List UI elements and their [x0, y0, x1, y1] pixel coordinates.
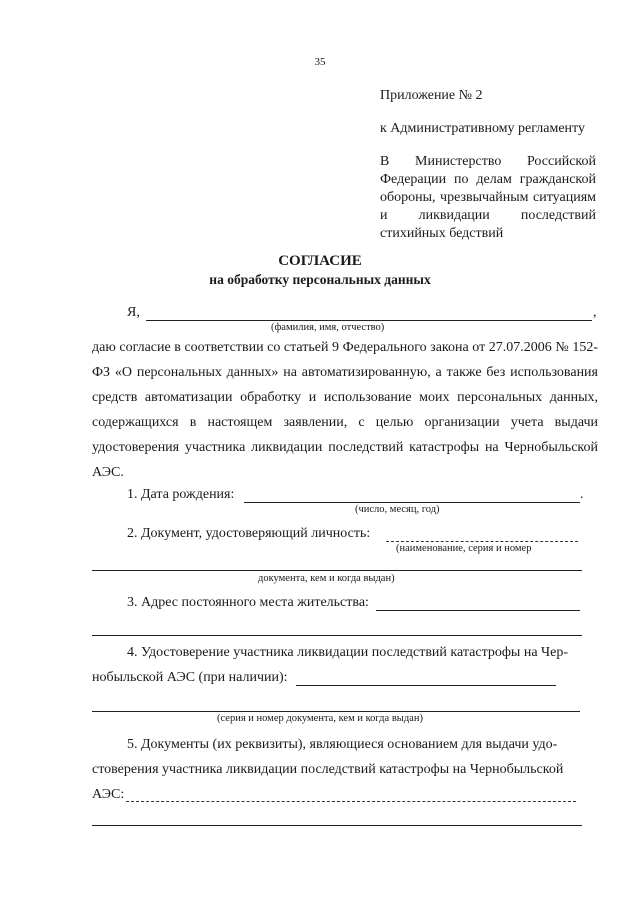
- applicant-name-field[interactable]: [146, 320, 592, 321]
- grounds-label-3: АЭС:: [92, 787, 125, 802]
- document-title: СОГЛАСИЕ: [278, 253, 362, 269]
- identity-doc-label: 2. Документ, удостоверяющий личность:: [127, 526, 371, 541]
- birth-date-field[interactable]: [244, 502, 580, 503]
- identity-doc-caption-1: (наименование, серия и номер: [396, 543, 532, 554]
- address-field[interactable]: [376, 610, 580, 611]
- grounds-field[interactable]: [126, 801, 576, 802]
- grounds-label-1: 5. Документы (их реквизиты), являющиеся основанием для выдачи удо-: [127, 737, 558, 752]
- certificate-field-2[interactable]: [92, 711, 580, 712]
- identity-doc-field[interactable]: [386, 541, 578, 542]
- page-number: 35: [314, 56, 326, 68]
- document-subtitle: на обработку персональных данных: [209, 272, 431, 287]
- applicant-suffix: ,: [593, 305, 597, 320]
- birth-date-suffix: .: [580, 487, 584, 502]
- certificate-label-1: 4. Удостоверение участника ликвидации последствий катастрофы на Чер-: [127, 645, 569, 660]
- identity-doc-caption-2: документа, кем и когда выдан): [258, 573, 395, 584]
- certificate-label-2: нобыльской АЭС (при наличии):: [92, 670, 288, 685]
- grounds-field-2[interactable]: [92, 825, 582, 826]
- identity-doc-field-2[interactable]: [92, 570, 582, 571]
- applicant-prefix: Я,: [127, 305, 140, 320]
- certificate-caption: (серия и номер документа, кем и когда выдан): [217, 713, 423, 724]
- appendix-regulation: к Административному регламенту: [380, 121, 585, 136]
- grounds-label-2: стоверения участника ликвидации последствий катастрофы на Чернобыльской: [92, 762, 564, 777]
- birth-date-caption: (число, месяц, год): [355, 504, 440, 515]
- applicant-caption: (фамилия, имя, отчество): [271, 322, 385, 333]
- certificate-field[interactable]: [296, 685, 556, 686]
- birth-date-label: 1. Дата рождения:: [127, 487, 235, 502]
- address-label: 3. Адрес постоянного места жительства:: [127, 595, 369, 610]
- address-field-2[interactable]: [92, 635, 582, 636]
- consent-paragraph: даю согласие в соответствии со статьей 9 Федерального закона от 27.07.2006 № 152-ФЗ «О персональных данных» на автоматизированную, а также без использования средств автоматизации обработку и использование моих персональных данных, содержащихся в настоящем заявлении, с целью организации учета выдачи удостоверения участника ликвидации последствий катастрофы на Чернобыльской АЭС.: [92, 340, 598, 480]
- addressee: В Министерство Российской Федерации по делам гражданской обороны, чрезвычайным ситуациям и ликвидации последствий стихийных бедствий: [380, 154, 596, 241]
- appendix-title: Приложение № 2: [380, 88, 483, 103]
